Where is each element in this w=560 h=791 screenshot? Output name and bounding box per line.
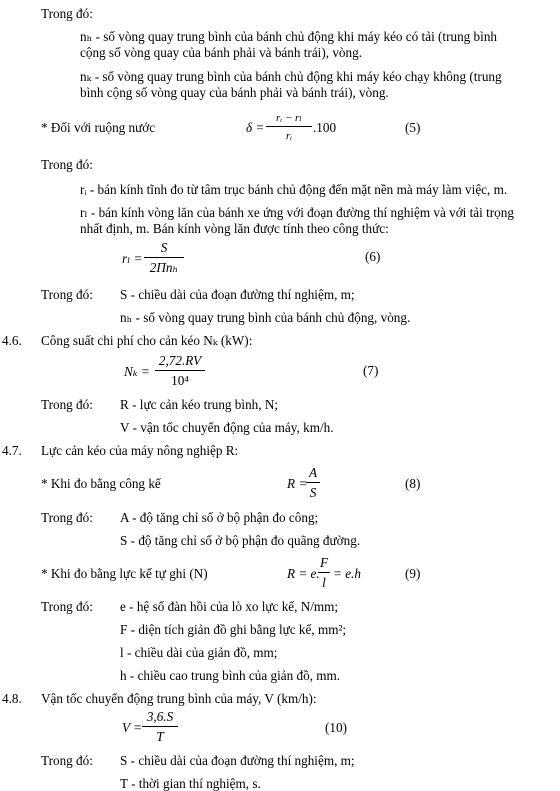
r1-definition: rᵢ - bán kính tĩnh đo từ tâm trục bánh chủ động đến mặt nền mà máy làm việc, m. (80, 182, 508, 197)
luc-ke-label: * Khi đo bằng lực kế tự ghi (N) (41, 566, 208, 581)
eq7-number: (7) (363, 363, 379, 378)
section-4-7-number: 4.7. (2, 443, 22, 458)
eq10-number: (10) (325, 720, 347, 735)
trong-do-label-5: Trong đó: (41, 510, 93, 525)
eq5-fraction-bar (266, 126, 312, 127)
cong-ke-label: * Khi đo bằng công kế (41, 476, 161, 491)
eq10-denominator: T (156, 729, 164, 744)
section-4-6-title: Công suất chi phí cho cản kéo Nₖ (kW): (41, 333, 253, 348)
h-definition: h - chiều cao trung bình của giản đồ, mm. (120, 668, 341, 683)
section-4-6-number: 4.6. (2, 333, 22, 348)
eq10-fraction-bar (142, 726, 178, 727)
trong-do-label-6: Trong đó: (41, 599, 93, 614)
eq7-lhs: Nₖ = (124, 364, 150, 379)
a-definition: A - độ tăng chỉ số ở bộ phận đo công; (120, 510, 319, 525)
section-4-8-number: 4.8. (2, 691, 22, 706)
eq10-lhs: V = (122, 720, 143, 735)
s-definition-3: S - chiều dài của đoạn đường thí nghiệm, m; (120, 753, 355, 768)
eq5-denominator: rᵢ (285, 130, 293, 142)
eq5-lhs: δ = (246, 120, 265, 135)
nb-definition-2: nₕ - số vòng quay trung bình của bánh chủ động, vòng. (120, 310, 411, 325)
section-4-8-title: Vận tốc chuyển động trung bình của máy, V (km/h): (41, 691, 317, 706)
eq5-numerator: rᵢ − rₗ (276, 112, 302, 124)
nb-definition-line1: nₕ - số vòng quay trung bình của bánh chủ động khi máy kéo có tải (trung bình (80, 29, 498, 44)
l-definition: l - chiều dài của giản đồ, mm; (120, 645, 278, 660)
eq7-numerator: 2,72.RV (158, 353, 202, 368)
eq9-lhs: R = e. (287, 566, 320, 581)
eq8-lhs: R = (287, 476, 308, 491)
eq10-numerator: 3,6.S (146, 709, 174, 724)
r-definition: R - lực cản kéo trung bình, N; (120, 397, 279, 412)
eq5-tail: .100 (313, 120, 337, 135)
eq6-denominator: 2Πnₕ (149, 260, 179, 275)
eq7-fraction-bar (155, 370, 205, 371)
eq8-denominator: S (309, 485, 317, 500)
f-definition: F - diện tích giản đồ ghi bằng lực kế, mm²; (120, 622, 347, 637)
eq7-denominator: 10⁴ (171, 373, 189, 388)
nb-definition-line2: cộng số vòng quay của bánh phải và bánh trái), vòng. (80, 45, 362, 60)
eq9-denominator: l (322, 575, 326, 590)
trong-do-label-3: Trong đó: (41, 287, 93, 302)
trong-do-label-2: Trong đó: (41, 157, 93, 172)
section-4-7-title: Lực cản kéo của máy nông nghiệp R: (41, 443, 239, 458)
trong-do-label-4: Trong đó: (41, 397, 93, 412)
rl-definition-line1: rₗ - bán kính vòng lăn của bánh xe ứng với đoạn đường thí nghiệm và với tải trọng (80, 205, 514, 220)
eq6-numerator: S (160, 240, 168, 255)
eq9-tail: = e.h (333, 566, 361, 581)
e-definition: e - hệ số đàn hồi của lò xo lực kế, N/mm; (120, 599, 339, 614)
eq8-numerator: A (308, 465, 318, 480)
eq8-number: (8) (405, 476, 421, 491)
v-definition: V - vận tốc chuyển động của máy, km/h. (120, 420, 334, 435)
s-definition-1: S - chiều dài của đoạn đường thí nghiệm, m; (120, 287, 355, 302)
rl-definition-line2: nhất định, m. Bán kính vòng lăn được tính theo công thức: (80, 221, 389, 236)
s-definition-2: S - độ tăng chỉ số ở bộ phận đo quãng đường. (120, 533, 361, 548)
eq8-fraction-bar (306, 482, 320, 483)
eq6-lhs: rₗ = (122, 251, 143, 266)
ruong-nuoc-label: * Đối với ruộng nước (41, 120, 156, 135)
eq9-numerator: F (319, 555, 329, 570)
nk-definition-line1: nₖ - số vòng quay trung bình của bánh chủ động khi máy kéo chạy không (trung (80, 69, 502, 84)
t-definition: T - thời gian thí nghiệm, s. (120, 776, 261, 791)
nk-definition-line2: bình cộng số vòng quay của bánh phải và bánh trái), vòng. (80, 85, 389, 100)
trong-do-label-7: Trong đó: (41, 753, 93, 768)
eq6-number: (6) (365, 249, 381, 264)
eq9-fraction-bar (318, 572, 330, 573)
eq9-number: (9) (405, 566, 421, 581)
eq5-number: (5) (405, 120, 421, 135)
eq6-fraction-bar (144, 257, 184, 258)
trong-do-label-1: Trong đó: (41, 6, 93, 21)
